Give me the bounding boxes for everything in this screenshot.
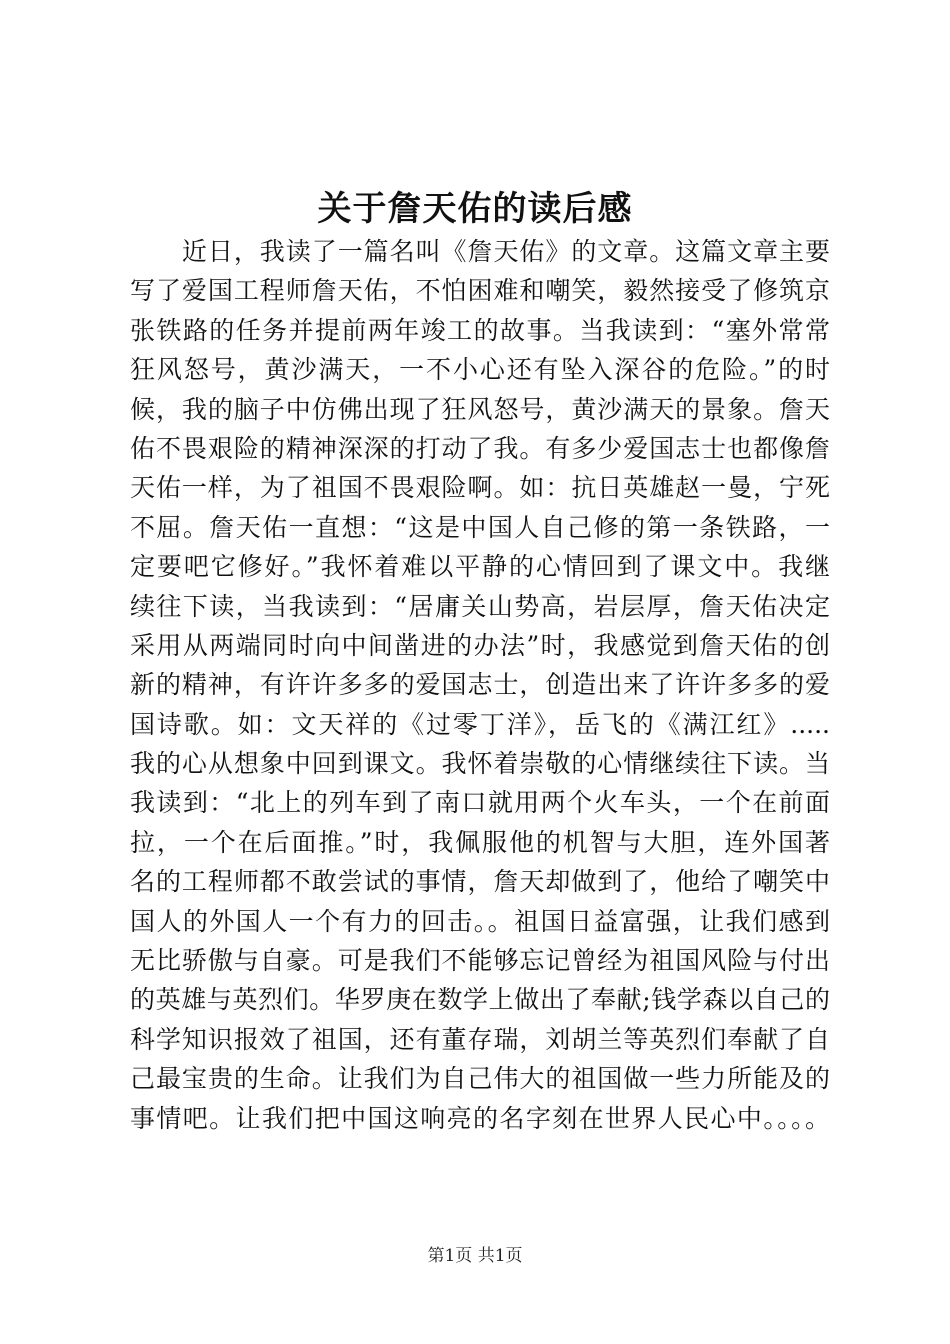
body-line: 我的心从想象中回到课文。我怀着崇敬的心情继续往下读。当 xyxy=(130,749,830,779)
document-title: 关于詹天佑的读后感 xyxy=(317,189,633,229)
body-line: 的英雄与英烈们。华罗庚在数学上做出了奉献;钱学森以自己的 xyxy=(130,985,830,1015)
body-line: 狂风怒号，黄沙满天，一不小心还有坠入深谷的危险。”的时 xyxy=(130,355,830,385)
body-line: 写了爱国工程师詹天佑，不怕困难和嘲笑，毅然接受了修筑京 xyxy=(130,276,830,306)
body-line: 己最宝贵的生命。让我们为自己伟大的祖国做一些力所能及的 xyxy=(130,1064,830,1094)
body-line: 无比骄傲与自豪。可是我们不能够忘记曾经为祖国风险与付出 xyxy=(130,946,830,976)
body-line: 候，我的脑子中仿佛出现了狂风怒号，黄沙满天的景象。詹天 xyxy=(130,394,830,424)
body-line: 拉，一个在后面推。”时，我佩服他的机智与大胆，连外国著 xyxy=(130,827,830,857)
body-line: 国诗歌。如：文天祥的《过零丁洋》，岳飞的《满江红》..... xyxy=(130,709,830,739)
body-line: 我读到：“北上的列车到了南口就用两个火车头，一个在前面 xyxy=(130,788,830,818)
body-line: 张铁路的任务并提前两年竣工的故事。当我读到：“塞外常常 xyxy=(130,315,830,345)
body-line: 佑不畏艰险的精神深深的打动了我。有多少爱国志士也都像詹 xyxy=(130,433,830,463)
body-line: 科学知识报效了祖国，还有董存瑞，刘胡兰等英烈们奉献了自 xyxy=(130,1024,830,1054)
body-line: 国人的外国人一个有力的回击。。祖国日益富强，让我们感到 xyxy=(130,906,830,936)
body-line: 名的工程师都不敢尝试的事情，詹天却做到了，他给了嘲笑中 xyxy=(130,867,830,897)
body-line: 天佑一样，为了祖国不畏艰险啊。如：抗日英雄赵一曼，宁死 xyxy=(130,473,830,503)
body-line: 近日，我读了一篇名叫《詹天佑》的文章。这篇文章主要 xyxy=(130,237,830,266)
body-line: 续往下读，当我读到：“居庸关山势高，岩层厚，詹天佑决定 xyxy=(130,591,830,621)
body-line: 不屈。詹天佑一直想：“这是中国人自己修的第一条铁路，一 xyxy=(130,512,830,542)
body-line: 事情吧。让我们把中国这响亮的名字刻在世界人民心中。。。。 xyxy=(130,1103,830,1133)
body-line: 新的精神，有许许多多的爱国志士，创造出来了许许多多的爱 xyxy=(130,670,830,700)
document-body xyxy=(130,232,830,1138)
body-line: 采用从两端同时向中间凿进的办法”时，我感觉到詹天佑的创 xyxy=(130,630,830,660)
body-line: 定要吧它修好。”我怀着难以平静的心情回到了课文中。我继 xyxy=(130,552,830,582)
page-footer: 第1页 共1页 xyxy=(427,1246,523,1266)
